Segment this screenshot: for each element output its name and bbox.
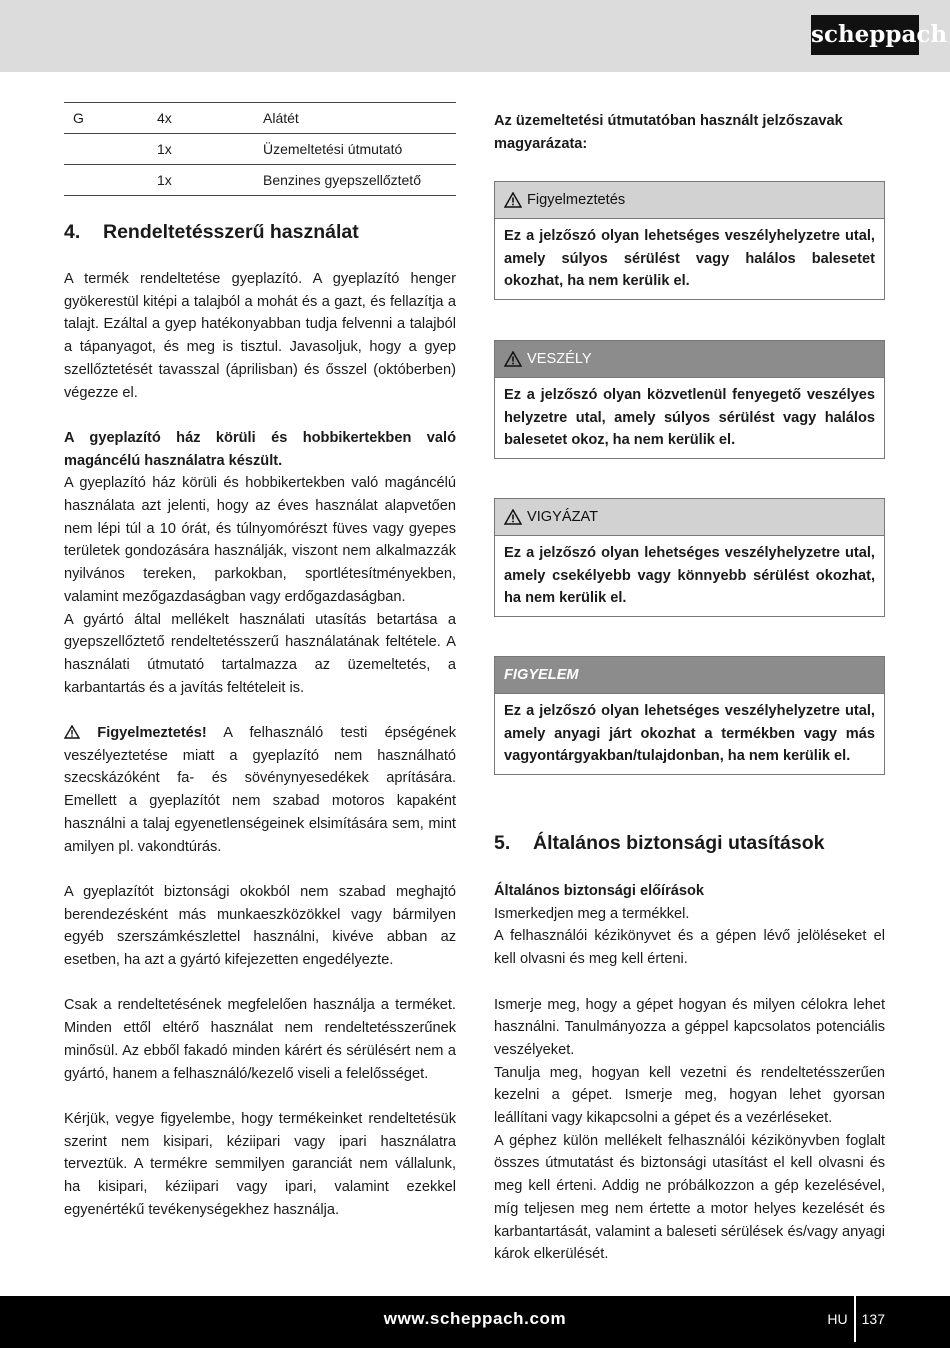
part-qty: 1x bbox=[157, 165, 263, 196]
danger-box-title: VESZÉLY bbox=[527, 351, 592, 367]
warning-text: A felhasználó testi épségének veszélyeztetése miatt a gyeplazító nem használható szecskázóként fa- és sövénynyesedékek aprítására. Emellett a gyeplazítót nem szabad motoros kapaként használni a talaj egyenetlenségeinek elsimítására sem, mint amilyen pl. vakondtúrás. bbox=[64, 725, 456, 855]
part-letter bbox=[64, 165, 157, 196]
danger-box-header bbox=[495, 341, 884, 378]
paragraph: A gyeplazító ház körüli és hobbikertekben való magáncélú használata azt jelenti, hogy az éves használat alapvetően nem lépi túl a 10 órát, és túlnyomórészt füves vagy gyepes területek gondozására használják, viszont nem alkalmazzák nyilvános tereken, parkokban, sportlétesítményekben, valamint mezőgazdaságban vagy erdőgazdaságban. bbox=[64, 475, 456, 605]
table-row bbox=[64, 165, 456, 196]
paragraph: A termék rendeltetése gyeplazító. A gyeplazító henger gyökerestül kitépi a talajból a mohát és a gazt, és fellazítja a talajt. Ezáltal a gyep hatékonyabban tudja felvenni a talajból a tápanyagot, és meg is tisztul. Javasoljuk, hogy a gyep szellőztetését tavasszal (áprilisban) és ősszel (októberben) végezze el. bbox=[64, 271, 456, 401]
website-link[interactable]: www.scheppach.com bbox=[383, 1309, 567, 1328]
caution-box-header bbox=[495, 499, 884, 536]
paragraph: Tanulja meg, hogyan kell vezetni és rendeltetésszerűen kezelni a gépet. Ismerje meg, hogyan lehet gyorsan leállítani vagy kikapcsolni a gépet és a vezérléseket. bbox=[494, 1064, 885, 1127]
notice-box bbox=[494, 656, 885, 775]
language-code: HU bbox=[827, 1296, 855, 1342]
caution-box-title: VIGYÁZAT bbox=[527, 509, 599, 525]
caution-box-body: Ez a jelzőszó olyan lehetséges veszélyhelyzetre utal, amely csekélyebb vagy könnyebb sérülést okozhat, ha nem kerülik el. bbox=[504, 545, 875, 607]
part-name: Alátét bbox=[263, 103, 456, 134]
danger-box bbox=[494, 340, 885, 459]
warning-box-body: Ez a jelzőszó olyan lehetséges veszélyhelyzetre utal, amely súlyos sérülést vagy halálos balesetet okozhat, ha nem kerülik el. bbox=[504, 228, 875, 290]
paragraph: A felhasználói kézikönyvet és a gépen lévő jelöléseket el kell olvasni és meg kell érteni. bbox=[494, 928, 885, 968]
warning-box-title: Figyelmeztetés bbox=[527, 192, 626, 208]
section-title: Általános biztonsági utasítások bbox=[533, 832, 825, 854]
scheppach-logo: scheppach bbox=[811, 15, 919, 55]
notice-box-header bbox=[495, 657, 884, 694]
warning-triangle-icon bbox=[504, 192, 522, 208]
part-qty: 4x bbox=[157, 103, 263, 134]
signal-words-intro: Az üzemeltetési útmutatóban használt jelzőszavak magyarázata: bbox=[494, 113, 843, 152]
section-5-body bbox=[494, 880, 885, 1266]
section-5-heading bbox=[494, 832, 824, 855]
paragraph: A géphez külön mellékelt felhasználói kézikönyvben foglalt összes útmutatást és biztonsági utasítást el kell olvasni és meg kell érteni. Addig ne próbálkozzon a gép kezelésével, míg teljesen meg nem értette a motor helyes kezelését és karbantartását, valamint a baleseti sérülések és/vagy anyagi károk elkerülését. bbox=[494, 1132, 885, 1263]
section-4-body bbox=[64, 268, 456, 1221]
part-qty: 1x bbox=[157, 134, 263, 165]
paragraph: Kérjük, vegye figyelembe, hogy termékeinket rendeltetésük szerint nem kisipari, kéziipari vagy ipari használatra terveztük. A termékre semmilyen garanciát nem vállalunk, ha kisipari, kéziipari vagy ipari, valamint ezekkel egyenértékű tevékenységekhez használja. bbox=[64, 1110, 456, 1218]
paragraph: Csak a rendeltetésének megfelelően használja a terméket. Minden ettől eltérő használat nem rendeltetésszerűnek minősül. Az ebből fakadó minden kárért és sérülésért nem a gyártó, hanem a felhasználó/kezelő viseli a felelősséget. bbox=[64, 997, 456, 1082]
notice-box-body: Ez a jelzőszó olyan lehetséges veszélyhelyzetre utal, amely anyagi járt okozhat a termékben vagy más vagyontárgyakban/tulajdonban, ha nem kerülik el. bbox=[504, 703, 875, 765]
table-row bbox=[64, 103, 456, 134]
page-footer bbox=[0, 1296, 950, 1348]
page-header bbox=[0, 0, 950, 72]
warning-triangle-icon bbox=[64, 725, 80, 739]
warning-box-header bbox=[495, 182, 884, 219]
part-letter: G bbox=[64, 103, 157, 134]
warning-paragraph bbox=[64, 722, 456, 858]
section-number: 4. bbox=[64, 221, 81, 243]
paragraph: Ismerje meg, hogy a gépet hogyan és milyen célokra lehet használni. Tanulmányozza a géppel kapcsolatos potenciális veszélyeket. bbox=[494, 996, 885, 1058]
warning-label: Figyelmeztetés! bbox=[97, 725, 207, 742]
warning-box bbox=[494, 181, 885, 300]
warning-triangle-icon bbox=[504, 509, 522, 525]
table-row bbox=[64, 134, 456, 165]
paragraph: A gyeplazítót biztonsági okokból nem szabad meghajtó berendezésként más munkaeszközökkel vagy bármilyen egyéb szerszámkészlettel használni, kivéve abban az esetben, ha azt a gyártó kifejezetten engedélyezte. bbox=[64, 883, 456, 969]
section-title: Rendeltetésszerű használat bbox=[103, 221, 359, 243]
notice-box-title: FIGYELEM bbox=[504, 667, 579, 683]
part-letter bbox=[64, 134, 157, 165]
section-number: 5. bbox=[494, 832, 511, 854]
paragraph: A gyártó által mellékelt használati utasítás betartása a gyepszellőztető rendeltetésszerű használatának feltétele. A használati útmutató tartalmazza az üzemeltetés, a karbantartás és a javítás feltételeit is. bbox=[64, 611, 456, 696]
page-number: 137 bbox=[861, 1311, 885, 1327]
caution-box bbox=[494, 498, 885, 617]
danger-box-body: Ez a jelzőszó olyan közvetlenül fenyegető veszélyes helyzetre utal, amely súlyos sérülést vagy halálos balesetet okoz, ha nem kerülik el. bbox=[504, 387, 875, 449]
section-4-heading bbox=[64, 221, 359, 244]
parts-table bbox=[64, 102, 456, 196]
paragraph: Ismerkedjen meg a termékkel. bbox=[494, 905, 690, 922]
page-info bbox=[827, 1296, 885, 1342]
part-name: Üzemeltetési útmutató bbox=[263, 134, 456, 165]
bold-paragraph: A gyeplazító ház körüli és hobbikertekben való magáncélú használatra készült. bbox=[64, 429, 456, 469]
warning-triangle-icon bbox=[504, 351, 522, 367]
part-name: Benzines gyepszellőztető bbox=[263, 165, 456, 196]
subheading: Általános biztonsági előírások bbox=[494, 883, 705, 899]
